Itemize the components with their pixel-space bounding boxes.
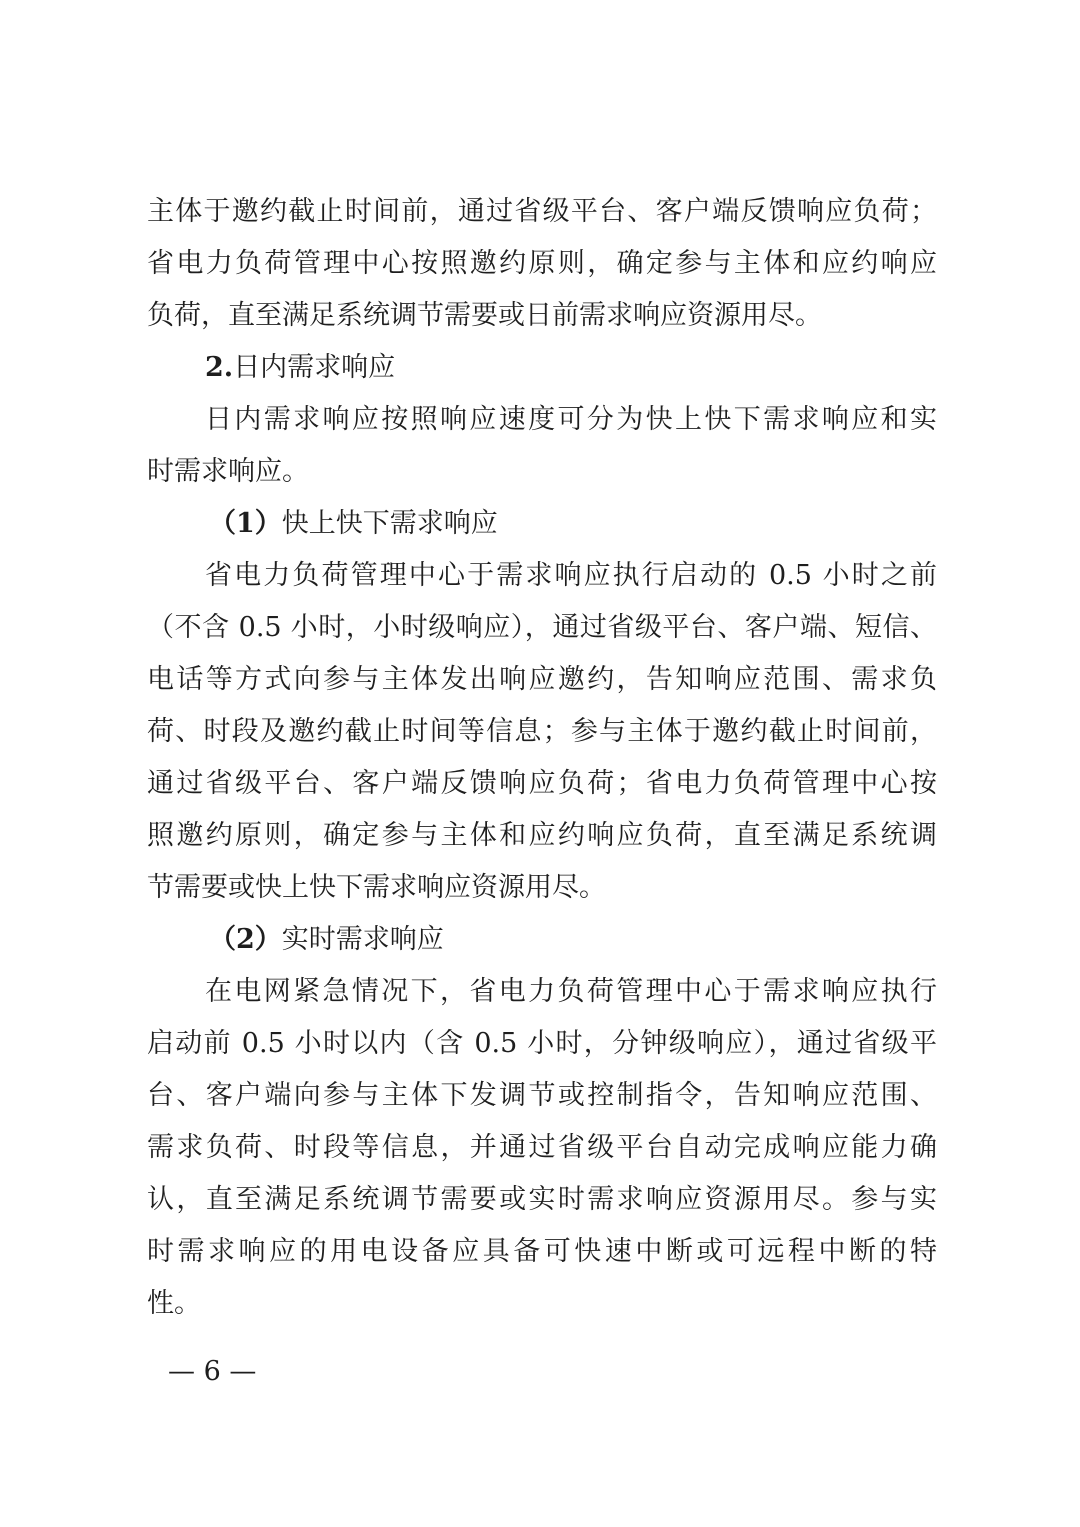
text-line: 时需求响应。: [147, 456, 309, 487]
document-body: [147, 186, 937, 1330]
text-line: 通过省级平台、客户端反馈响应负荷；省电力负荷管理中心按: [147, 768, 937, 799]
text-line: 时需求响应的用电设备应具备可快速中断或可远程中断的特: [147, 1236, 937, 1267]
text-line: 日内需求响应按照响应速度可分为快上快下需求响应和实: [205, 404, 937, 435]
subsection-number: （2）: [209, 924, 282, 955]
paragraph-sub1: [147, 550, 937, 914]
text-line: 荷、时段及邀约截止时间等信息；参与主体于邀约截止时间前，: [147, 716, 937, 747]
text-line: 在电网紧急情况下，省电力负荷管理中心于需求响应执行: [205, 976, 937, 1007]
paragraph-sub2: [147, 966, 937, 1330]
text-line: 认，直至满足系统调节需要或实时需求响应资源用尽。参与实: [147, 1184, 937, 1215]
paragraph-continuation: [147, 186, 937, 342]
text-line: 省电力负荷管理中心于需求响应执行启动的 0.5 小时之前: [205, 560, 937, 591]
text-line: 启动前 0.5 小时以内（含 0.5 小时，分钟级响应），通过省级平: [147, 1028, 937, 1059]
text-line: 节需要或快上快下需求响应资源用尽。: [147, 872, 606, 903]
text-line: 主体于邀约截止时间前，通过省级平台、客户端反馈响应负荷；: [147, 196, 937, 227]
text-line: 省电力负荷管理中心按照邀约原则，确定参与主体和应约响应: [147, 248, 937, 279]
text-line: 照邀约原则，确定参与主体和应约响应负荷，直至满足系统调: [147, 820, 937, 851]
text-line: 电话等方式向参与主体发出响应邀约，告知响应范围、需求负: [147, 664, 937, 695]
section-title: 日内需求响应: [233, 352, 396, 383]
subsection-title: 实时需求响应: [281, 924, 444, 955]
paragraph-section2: [147, 394, 937, 498]
subsection-heading: [147, 498, 937, 550]
text-line: 负荷，直至满足系统调节需要或日前需求响应资源用尽。: [147, 300, 822, 331]
page-number: — 6 —: [168, 1356, 257, 1387]
text-line: （不含 0.5 小时，小时级响应），通过省级平台、客户端、短信、: [147, 612, 937, 643]
section-number: 2.: [205, 352, 234, 383]
subsection-number: （1）: [209, 508, 282, 539]
section-heading: [147, 342, 937, 394]
text-line: 性。: [147, 1288, 201, 1319]
text-line: 台、客户端向参与主体下发调节或控制指令，告知响应范围、: [147, 1080, 937, 1111]
subsection-title: 快上快下需求响应: [281, 508, 498, 539]
subsection-heading: [147, 914, 937, 966]
text-line: 需求负荷、时段等信息，并通过省级平台自动完成响应能力确: [147, 1132, 937, 1163]
